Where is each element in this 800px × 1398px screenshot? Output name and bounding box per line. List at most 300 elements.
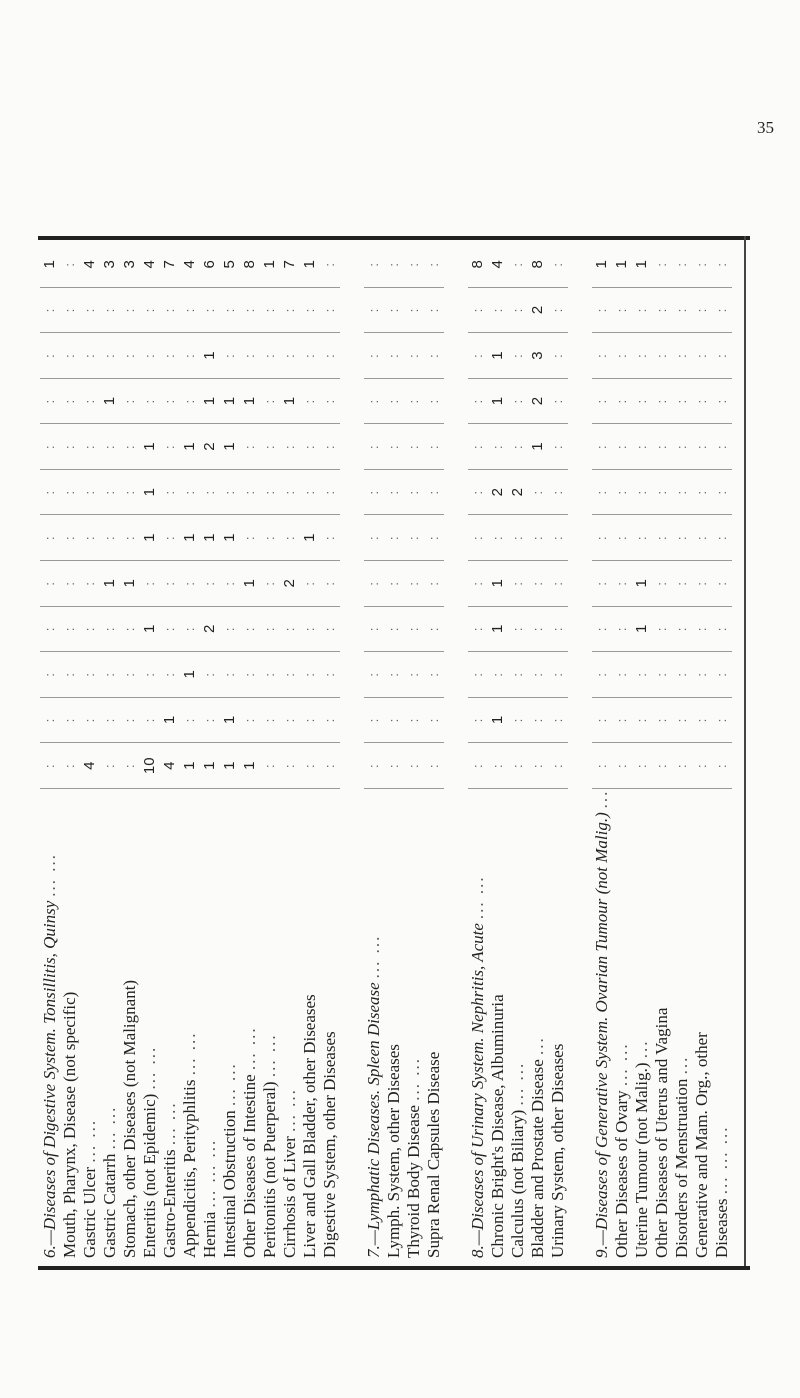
empty-dots: : (386, 353, 401, 358)
empty-dots: : (82, 489, 97, 495)
empty-dots: : (490, 672, 505, 677)
table-row (220, 242, 240, 1262)
value-cell (100, 697, 120, 743)
value-cell (652, 652, 672, 698)
empty-dots: : (510, 307, 525, 313)
empty-dots: : (242, 353, 257, 358)
empty-dots: : (634, 763, 649, 769)
value-cell (548, 606, 568, 652)
empty-dots: : (302, 580, 317, 586)
value-cell (260, 606, 280, 652)
empty-dots: : (222, 672, 237, 677)
empty-dots: : (366, 353, 381, 358)
empty-dots: : (530, 489, 545, 495)
empty-dots: : (694, 353, 709, 358)
value-cell (692, 515, 712, 561)
value-cell (200, 287, 220, 333)
empty-dots: : (162, 489, 177, 495)
empty-dots: : (262, 580, 277, 586)
empty-dots: : (102, 626, 117, 632)
empty-dots: : (594, 307, 609, 313)
value-cell (672, 378, 692, 424)
value-cell (180, 697, 200, 743)
empty-dots: : (594, 398, 609, 404)
table-row (548, 242, 568, 1262)
value-cell (180, 287, 200, 333)
value-cell: 1 (488, 606, 508, 652)
value-cell (100, 606, 120, 652)
empty-dots: : (470, 763, 485, 769)
value-cell (40, 515, 60, 561)
row-label: Diseases (712, 1198, 731, 1258)
value-cell (100, 424, 120, 470)
section-heading: 9.—Diseases of Generative System. (592, 1016, 611, 1258)
value-cell (220, 652, 240, 698)
empty-dots: : (182, 626, 197, 632)
row-label: Digestive System, other Diseases (320, 1031, 339, 1258)
value-cell (100, 287, 120, 333)
empty-dots: : (406, 672, 421, 677)
empty-dots: : (62, 763, 77, 769)
value-cell (508, 287, 528, 333)
value-cell (240, 287, 260, 333)
value-cell (160, 287, 180, 333)
value-cell (612, 560, 632, 606)
value-cell (280, 333, 300, 379)
empty-dots: : (594, 353, 609, 358)
value-cell (100, 743, 120, 789)
value-cell (692, 743, 712, 789)
empty-dots: : (102, 307, 117, 313)
empty-dots: : (714, 580, 729, 586)
value-cell (364, 333, 384, 379)
value-cell (548, 424, 568, 470)
value-cell (404, 378, 424, 424)
value-cell (100, 333, 120, 379)
value-cell (300, 697, 320, 743)
empty-dots: : (42, 626, 57, 632)
value-cell (404, 287, 424, 333)
empty-dots: : (202, 672, 217, 677)
value-cell (404, 515, 424, 561)
value-cell (160, 424, 180, 470)
row-label-cell (672, 789, 692, 1262)
empty-dots: : (202, 489, 217, 495)
empty-dots: : (694, 398, 709, 404)
empty-dots: : (302, 489, 317, 495)
value-cell (528, 697, 548, 743)
table-row (260, 242, 280, 1262)
leader-dots: ... ... (160, 1101, 179, 1146)
empty-dots: : (490, 444, 505, 449)
empty-dots: : (322, 489, 337, 495)
empty-dots: : (550, 535, 565, 541)
table-row (320, 242, 340, 1262)
empty-dots: : (386, 307, 401, 313)
mortality-table-rotated (40, 242, 746, 1262)
value-cell: 1 (488, 697, 508, 743)
value-cell (80, 333, 100, 379)
value-cell (612, 469, 632, 515)
empty-dots: : (386, 672, 401, 677)
empty-dots: : (470, 444, 485, 449)
value-cell (672, 515, 692, 561)
table-row (364, 242, 384, 1262)
empty-dots: : (386, 763, 401, 769)
empty-dots: : (674, 626, 689, 632)
table-row (468, 242, 488, 1262)
value-cell (160, 469, 180, 515)
empty-dots: : (674, 353, 689, 358)
empty-dots: : (406, 580, 421, 586)
empty-dots: : (222, 626, 237, 632)
value-cell (652, 697, 672, 743)
empty-dots: : (714, 398, 729, 404)
table-row (40, 242, 60, 1262)
value-cell (592, 697, 612, 743)
value-cell: 1 (592, 242, 612, 287)
value-cell (300, 606, 320, 652)
empty-dots: : (142, 353, 157, 358)
empty-dots: : (182, 398, 197, 404)
top-rule (38, 236, 750, 240)
empty-dots: : (550, 717, 565, 723)
empty-dots: : (82, 626, 97, 632)
empty-dots: : (302, 763, 317, 769)
row-label-cell (300, 789, 320, 1262)
empty-dots: : (62, 672, 77, 677)
empty-dots: : (42, 489, 57, 495)
empty-dots: : (694, 535, 709, 541)
empty-dots: : (426, 398, 441, 404)
value-cell (240, 515, 260, 561)
value-cell (424, 378, 444, 424)
value-cell (280, 469, 300, 515)
empty-dots: : (510, 444, 525, 449)
empty-dots: : (162, 535, 177, 541)
empty-dots: : (470, 717, 485, 723)
value-cell (632, 697, 652, 743)
value-cell (140, 560, 160, 606)
value-cell (200, 652, 220, 698)
value-cell (320, 378, 340, 424)
row-label-cell (40, 789, 60, 1262)
row-label-cell (712, 789, 732, 1262)
value-cell (632, 424, 652, 470)
value-cell (384, 560, 404, 606)
empty-dots: : (694, 489, 709, 495)
value-cell (120, 469, 140, 515)
table-body (40, 242, 732, 1262)
value-cell (240, 424, 260, 470)
value-cell (592, 652, 612, 698)
leader-dots: ... ... (100, 1105, 119, 1150)
empty-dots: : (162, 398, 177, 404)
value-cell: 1 (220, 378, 240, 424)
empty-dots: : (322, 626, 337, 632)
empty-dots: : (162, 444, 177, 449)
empty-dots: : (262, 717, 277, 723)
row-label: Mouth, Pharynx, Disease (not specific) (60, 991, 79, 1258)
value-cell (140, 287, 160, 333)
value-cell: 1 (300, 242, 320, 287)
value-cell: 7 (160, 242, 180, 287)
value-cell: 1 (140, 606, 160, 652)
value-cell (260, 378, 280, 424)
empty-dots: : (222, 307, 237, 313)
empty-dots: : (122, 398, 137, 404)
row-label: Peritonitis (not Puerperal) (260, 1081, 279, 1258)
row-label-cell (548, 789, 568, 1262)
empty-dots: : (714, 535, 729, 541)
empty-dots: : (614, 763, 629, 769)
empty-dots: : (406, 444, 421, 449)
empty-dots: : (510, 672, 525, 677)
empty-dots: : (654, 307, 669, 313)
value-cell (712, 560, 732, 606)
table-row (424, 242, 444, 1262)
value-cell: 1 (180, 424, 200, 470)
empty-dots: : (262, 444, 277, 449)
value-cell (320, 697, 340, 743)
value-cell (140, 378, 160, 424)
empty-dots: : (282, 763, 297, 769)
empty-dots: : (222, 353, 237, 358)
gap-cell (568, 242, 592, 1262)
leader-dots: ... (672, 1055, 691, 1075)
value-cell (260, 652, 280, 698)
empty-dots: : (386, 398, 401, 404)
row-label: Ovarian Tumour (not Malig.) (592, 812, 611, 1013)
empty-dots: : (594, 626, 609, 632)
value-cell (468, 606, 488, 652)
empty-dots: : (122, 717, 137, 723)
empty-dots: : (614, 489, 629, 495)
value-cell: 4 (488, 242, 508, 287)
value-cell (468, 515, 488, 561)
value-cell: 1 (488, 378, 508, 424)
value-cell (672, 287, 692, 333)
value-cell (384, 242, 404, 287)
empty-dots: : (262, 626, 277, 632)
table-row (528, 242, 548, 1262)
empty-dots: : (386, 626, 401, 632)
value-cell (60, 560, 80, 606)
empty-dots: : (366, 580, 381, 586)
empty-dots: : (634, 717, 649, 723)
row-label: Calculus (not Biliary) (508, 1109, 527, 1258)
empty-dots: : (182, 580, 197, 586)
empty-dots: : (242, 489, 257, 495)
value-cell (508, 697, 528, 743)
empty-dots: : (654, 535, 669, 541)
empty-dots: : (322, 398, 337, 404)
value-cell: 4 (140, 242, 160, 287)
value-cell (692, 424, 712, 470)
value-cell (712, 606, 732, 652)
empty-dots: : (654, 262, 669, 267)
value-cell (548, 560, 568, 606)
empty-dots: : (366, 763, 381, 769)
empty-dots: : (530, 717, 545, 723)
value-cell (672, 469, 692, 515)
value-cell: 1 (220, 424, 240, 470)
row-label: Bladder and Prostate Disease (528, 1059, 547, 1258)
value-cell (468, 652, 488, 698)
row-label-cell (488, 789, 508, 1262)
value-cell: 1 (220, 743, 240, 789)
empty-dots: : (614, 672, 629, 677)
section-heading: 8.—Diseases of Urinary System. (468, 1037, 487, 1258)
value-cell (280, 743, 300, 789)
value-cell: 8 (528, 242, 548, 287)
empty-dots: : (426, 307, 441, 313)
value-cell (652, 378, 672, 424)
empty-dots: : (222, 489, 237, 495)
value-cell: 1 (220, 697, 240, 743)
value-cell (100, 652, 120, 698)
empty-dots: : (122, 444, 137, 449)
empty-dots: : (594, 672, 609, 677)
empty-dots: : (82, 353, 97, 358)
empty-dots: : (386, 717, 401, 723)
empty-dots: : (470, 672, 485, 677)
value-cell (364, 515, 384, 561)
value-cell (528, 743, 548, 789)
value-cell (180, 560, 200, 606)
value-cell (120, 743, 140, 789)
empty-dots: : (470, 307, 485, 313)
empty-dots: : (406, 307, 421, 313)
value-cell (592, 287, 612, 333)
value-cell (424, 242, 444, 287)
empty-dots: : (550, 262, 565, 267)
value-cell: 2 (528, 378, 548, 424)
row-label: Enteritis (not Epidemic) (140, 1093, 159, 1258)
empty-dots: : (674, 763, 689, 769)
empty-dots: : (122, 763, 137, 769)
row-label: Gastro-Enteritis (160, 1149, 179, 1258)
empty-dots: : (42, 444, 57, 449)
empty-dots: : (614, 353, 629, 358)
value-cell (60, 652, 80, 698)
empty-dots: : (426, 353, 441, 358)
value-cell (612, 697, 632, 743)
empty-dots: : (262, 353, 277, 358)
empty-dots: : (654, 444, 669, 449)
empty-dots: : (366, 672, 381, 677)
value-cell (364, 287, 384, 333)
value-cell (508, 424, 528, 470)
empty-dots: : (510, 717, 525, 723)
value-cell (60, 469, 80, 515)
empty-dots: : (674, 398, 689, 404)
value-cell (260, 697, 280, 743)
empty-dots: : (654, 353, 669, 358)
value-cell (404, 333, 424, 379)
value-cell: 1 (632, 606, 652, 652)
empty-dots: : (366, 489, 381, 495)
empty-dots: : (82, 580, 97, 586)
empty-dots: : (406, 489, 421, 495)
empty-dots: : (366, 444, 381, 449)
value-cell (652, 515, 672, 561)
value-cell (80, 287, 100, 333)
value-cell (240, 697, 260, 743)
empty-dots: : (694, 717, 709, 723)
empty-dots: : (634, 353, 649, 358)
empty-dots: : (426, 717, 441, 723)
value-cell: 10 (140, 743, 160, 789)
value-cell (260, 469, 280, 515)
value-cell: 1 (140, 469, 160, 515)
value-cell: 3 (528, 333, 548, 379)
row-label: Tonsillitis, Quinsy (40, 900, 59, 1024)
row-label-cell (508, 789, 528, 1262)
value-cell (320, 560, 340, 606)
empty-dots: : (550, 672, 565, 677)
bottom-rule (38, 1266, 750, 1270)
empty-dots: : (510, 763, 525, 769)
empty-dots: : (470, 626, 485, 632)
value-cell (120, 378, 140, 424)
value-cell (40, 424, 60, 470)
value-cell: 4 (80, 743, 100, 789)
empty-dots: : (490, 763, 505, 769)
leader-dots: ... ... (364, 934, 383, 979)
empty-dots: : (674, 262, 689, 267)
value-cell (548, 242, 568, 287)
value-cell (60, 697, 80, 743)
empty-dots: : (282, 535, 297, 541)
row-label-cell (404, 789, 424, 1262)
value-cell (40, 697, 60, 743)
value-cell (592, 378, 612, 424)
value-cell (592, 743, 612, 789)
value-cell (60, 424, 80, 470)
leader-dots: ... (632, 1039, 651, 1059)
value-cell: 1 (632, 242, 652, 287)
value-cell (712, 652, 732, 698)
empty-dots: : (282, 626, 297, 632)
value-cell (468, 560, 488, 606)
value-cell (160, 333, 180, 379)
empty-dots: : (302, 398, 317, 404)
empty-dots: : (62, 717, 77, 723)
empty-dots: : (322, 262, 337, 267)
empty-dots: : (302, 353, 317, 358)
empty-dots: : (714, 444, 729, 449)
table-row (592, 242, 612, 1262)
empty-dots: : (406, 763, 421, 769)
empty-dots: : (62, 444, 77, 449)
empty-dots: : (694, 626, 709, 632)
value-cell (712, 378, 732, 424)
empty-dots: : (694, 580, 709, 586)
empty-dots: : (594, 444, 609, 449)
empty-dots: : (406, 626, 421, 632)
empty-dots: : (82, 398, 97, 404)
value-cell: 1 (120, 560, 140, 606)
mortality-table (40, 242, 732, 1262)
gap-cell (340, 242, 364, 1262)
empty-dots: : (594, 580, 609, 586)
value-cell (364, 606, 384, 652)
value-cell (320, 652, 340, 698)
value-cell (40, 743, 60, 789)
value-cell (60, 287, 80, 333)
empty-dots: : (470, 580, 485, 586)
